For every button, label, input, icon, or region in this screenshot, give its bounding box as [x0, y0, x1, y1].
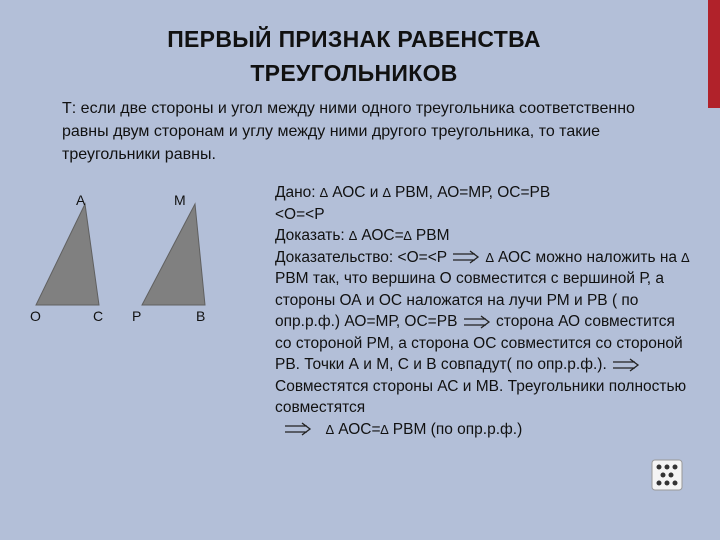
title-line-1: ПЕРВЫЙ ПРИЗНАК РАВЕНСТВА	[167, 26, 541, 52]
triangle-symbol: ∆	[382, 185, 391, 200]
given-text-1: АОС и	[327, 184, 383, 201]
vertex-a-label: А	[76, 192, 86, 208]
triangle-symbol: ∆	[485, 249, 494, 265]
triangle-aoc	[36, 204, 99, 305]
implies-icon	[283, 422, 313, 436]
proof-block	[275, 182, 695, 440]
triangle-symbol: ∆	[319, 185, 328, 200]
triangle-pbm	[142, 204, 205, 305]
theorem-text: Т: если две стороны и угол между ними одного треугольника соответственно равны двум сторонам и углу между ними другого треугольника, то такие треугольники равны.	[62, 100, 635, 163]
given-text-2: РВМ, АО=МР, ОС=РВ	[390, 184, 551, 201]
proof-text-2: АОС можно наложить на	[493, 248, 682, 266]
accent-bar	[708, 0, 720, 108]
prove-line	[275, 225, 695, 247]
given-prefix: Дано:	[275, 184, 320, 201]
prove-prefix: Доказать:	[275, 227, 350, 244]
triangle-symbol: ∆	[681, 249, 690, 265]
proof-paragraph	[275, 247, 695, 419]
implies-icon	[611, 358, 641, 372]
given-angle-line: <О=<Р	[275, 205, 325, 223]
proof-text-3: РВМ так, что вершина О совместится с вершиной Р, а стороны ОА и ОС наложатся на лучи РМ и РВ ( по опр.р.ф.) АО=МР, ОС=РВ	[275, 270, 665, 330]
prove-text-1: АОС=	[357, 227, 404, 244]
proof-text-4: сторона АО совместится со стороной РМ, а сторона ОС совместится со стороной РВ. Точки А и М, С и В совпадут( по опр.р.ф.).	[275, 313, 683, 373]
vertex-m-label: М	[174, 192, 186, 208]
given-line	[275, 182, 695, 204]
triangle-symbol: ∆	[349, 228, 358, 243]
dice-icon[interactable]	[651, 459, 683, 491]
vertex-c-label: С	[93, 308, 104, 324]
title-line-2: ТРЕУГОЛЬНИКОВ	[250, 60, 458, 86]
proof-text-1: Доказательство: <О=<Р	[275, 248, 452, 266]
page-title	[0, 22, 708, 90]
triangle-symbol: ∆	[325, 421, 334, 437]
conclusion-line	[275, 419, 695, 441]
prove-text-2: РВМ	[411, 227, 450, 244]
triangles-figure	[22, 186, 242, 336]
triangle-symbol: ∆	[403, 228, 412, 243]
implies-icon	[451, 250, 481, 264]
vertex-o-label: О	[30, 308, 41, 324]
triangle-symbol: ∆	[380, 421, 389, 437]
vertex-b-label: В	[196, 308, 206, 324]
vertex-p-label: Р	[132, 308, 142, 324]
implies-icon	[462, 315, 492, 329]
conclusion-text-1: АОС=	[333, 420, 381, 438]
conclusion-text-2: РВМ (по опр.р.ф.)	[388, 420, 523, 438]
proof-text-5: Совместятся стороны АС и МВ. Треугольники полностью совместятся	[275, 377, 687, 416]
